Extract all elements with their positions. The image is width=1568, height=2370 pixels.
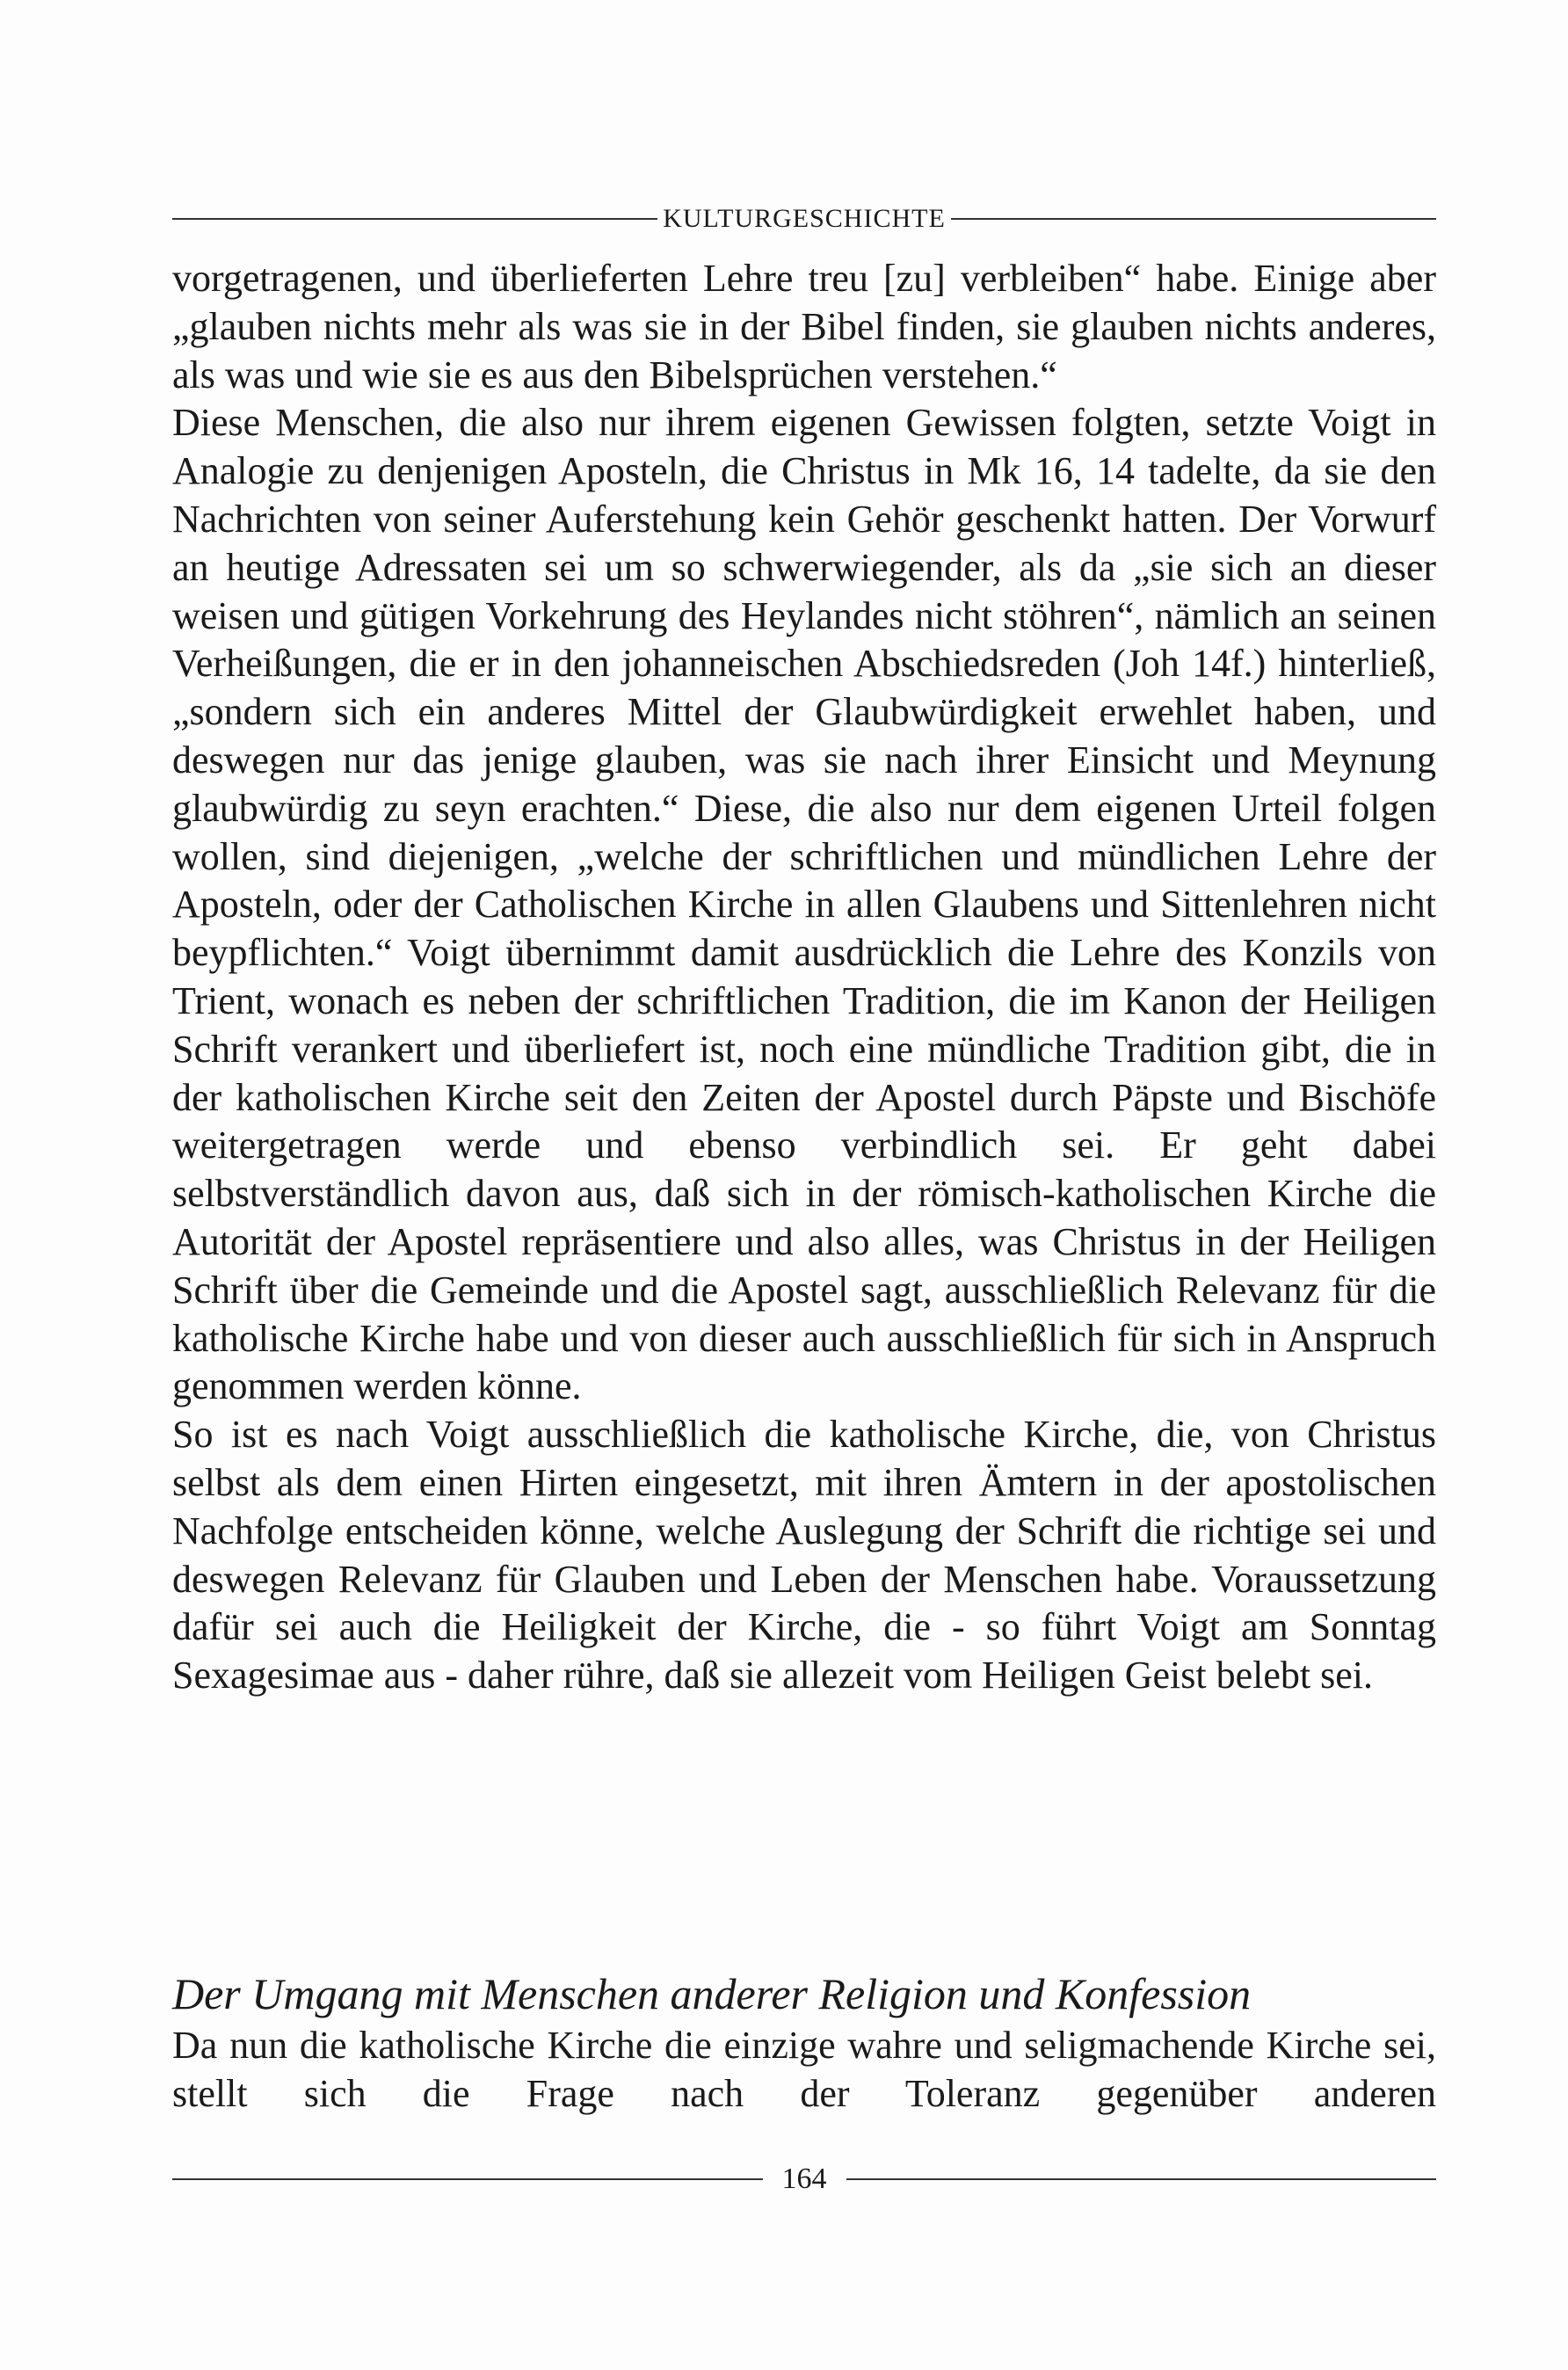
paragraph-3: So ist es nach Voigt ausschließlich die katholische Kirche, die, von Christus selbst als dem einen Hirten eingesetzt, mit ihren Ämtern in der apostolischen Nachfolge entscheiden könne, welche Auslegung der Schrift die richtige sei und deswegen Relevanz für Glauben und Leben der Menschen habe. Voraussetzung dafür sei auch die Heiligkeit der Kirche, die - so führt Voigt am Sonntag Sexagesimae aus - daher rühre, daß sie allezeit vom Heiligen Geist belebt sei.	[172, 1413, 1436, 1698]
section-text	[172, 2022, 1436, 2119]
paragraph-2: Diese Menschen, die also nur ihrem eigenen Gewissen folgten, setzte Voigt in Analogie zu denjenigen Aposteln, die Christus in Mk 16, 14 tadelte, da sie den Nachrichten von seiner Auferstehung kein Gehör geschenkt hatten. Der Vorwurf an heutige Adressaten sei um so schwerwiegender, als da „sie sich an dieser weisen und gütigen Vorkehrung des Heylandes nicht stöhren“, nämlich an seinen Verheißungen, die er in den johanneischen Abschiedsreden (Joh 14f.) hinterließ, „sondern sich ein anderes Mittel der Glaubwürdigkeit erwehlet haben, und deswegen nur das jenige glauben, was sie nach ihrer Einsicht und Meynung glaubwürdig zu seyn erachten.“ Diese, die also nur dem eigenen Urteil folgen wollen, sind diejenigen, „welche der schriftlichen und mündlichen Lehre der Aposteln, oder der Catholischen Kirche in allen Glaubens und Sittenlehren nicht beypflichten.“ Voigt übernimmt damit ausdrücklich die Lehre des Konzils von Trient, wonach es neben der schriftlichen Tradition, die im Kanon der Heiligen Schrift verankert und überliefert ist, noch eine mündliche Tradition gibt, die in der katholischen Kirche seit den Zeiten der Apostel durch Päpste und Bischöfe weitergetragen werde und ebenso verbindlich sei. Er geht dabei selbstverständlich davon aus, daß sich in der römisch-katholischen Kirche die Autorität der Apostel repräsentiere und also alles, was Christus in der Heiligen Schrift über die Gemeinde und die Apostel sagt, ausschließlich Relevanz für die katholische Kirche habe und von dieser auch ausschließlich für sich in Anspruch genommen werden könne.	[172, 401, 1436, 1408]
page-footer	[172, 2157, 1436, 2201]
footer-rule-right	[846, 2178, 1437, 2180]
running-title: KULTURGESCHICHTE	[663, 204, 946, 233]
running-header	[172, 200, 1436, 237]
section-heading: Der Umgang mit Menschen anderer Religion und Konfession	[172, 1969, 1252, 2018]
header-rule-left	[172, 218, 657, 220]
paragraph-1: vorgetragenen, und überlieferten Lehre treu [zu] verbleiben“ habe. Einige aber „glauben nichts mehr als was sie in der Bibel finden, sie glauben nichts anderes, als was und wie sie es aus den Bibelsprüchen verstehen.“	[172, 257, 1436, 396]
header-rule-right	[951, 218, 1436, 220]
page-number: 164	[781, 2163, 827, 2195]
section-paragraph: Da nun die katholische Kirche die einzige wahre und seligmachende Kirche sei, stellt sich die Frage nach der Toleranz gegenüber anderen	[172, 2024, 1436, 2115]
footer-rule-left	[172, 2178, 763, 2180]
main-text	[172, 255, 1436, 1700]
